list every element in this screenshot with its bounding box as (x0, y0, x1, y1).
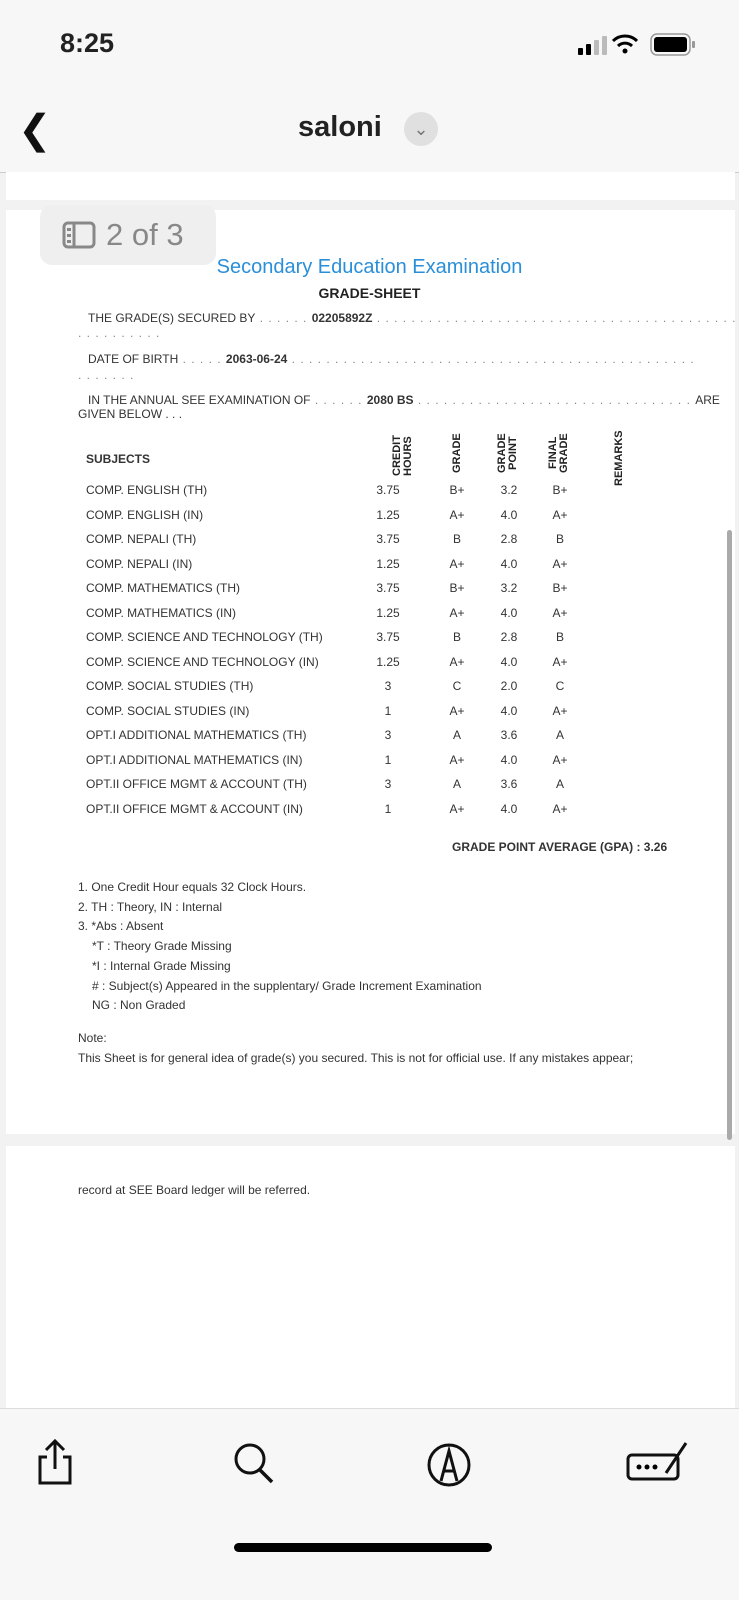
grade-cell: A+ (449, 507, 465, 522)
dob-line: DATE OF BIRTH . . . . . 2063-06-24 . . . . . . . . . . . . . . . . . . . . . . . . . . . . . . . . . . . . . . . . . . . . . . . (88, 352, 695, 366)
final-grade-cell: A+ (552, 556, 568, 571)
grade-cell: A (452, 728, 461, 742)
secured-by-line: THE GRADE(S) SECURED BY . . . . . . 02205892Z . . . . . . . . . . . . . . . . . . . . . . . . . . . . . . . . . . . . . . . . . . (88, 311, 737, 325)
footnote: 3. *Abs : Absent (78, 919, 164, 934)
table-row (0, 655, 739, 675)
grade-cell: A+ (449, 654, 465, 669)
home-indicator[interactable] (234, 1543, 492, 1552)
exam-line: IN THE ANNUAL SEE EXAMINATION OF . . . . . . 2080 BS . . . . . . . . . . . . . . . . . . . . . . . . . . . . . . . . ARE (88, 393, 720, 407)
table-row (0, 483, 739, 503)
table-row (0, 581, 739, 601)
grade-point-cell: 2.0 (500, 679, 518, 693)
grade-point-cell: 4.0 (500, 654, 518, 669)
credit-hours-cell: 1.25 (376, 507, 400, 522)
subject-cell: COMP. SOCIAL STUDIES (TH) (86, 679, 254, 693)
subject-cell: OPT.I ADDITIONAL MATHEMATICS (TH) (86, 728, 307, 742)
final-grade-cell: A+ (552, 703, 568, 718)
exam-suffix: ARE (695, 393, 720, 407)
grade-point-cell: 3.2 (500, 483, 518, 497)
exam-label: IN THE ANNUAL SEE EXAMINATION OF (88, 393, 311, 407)
wifi-icon (612, 34, 638, 54)
footnote: # : Subject(s) Appeared in the supplentary/ Grade Increment Examination (92, 978, 482, 993)
subject-cell: COMP. SCIENCE AND TECHNOLOGY (TH) (86, 630, 323, 644)
subject-cell: COMP. ENGLISH (TH) (86, 483, 208, 497)
credit-hours-cell: 3.75 (376, 483, 400, 497)
exam-suffix-2: GIVEN BELOW . . . (78, 407, 183, 421)
credit-hours-cell: 1.25 (376, 605, 400, 620)
dob-value: 2063-06-24 (225, 352, 288, 366)
credit-hours-cell: 1 (384, 703, 392, 718)
table-row (0, 508, 739, 528)
subject-cell: COMP. SOCIAL STUDIES (IN) (86, 703, 250, 718)
clock: 8:25 (60, 28, 115, 58)
grade-cell: B+ (449, 483, 465, 497)
grade-cell: B (452, 532, 461, 546)
note-continued: record at SEE Board ledger will be referred. (78, 1183, 311, 1197)
grade-point-cell: 4.0 (500, 703, 518, 718)
nav-bar (0, 85, 739, 173)
note-label: Note: (78, 1031, 107, 1045)
form-fill-icon[interactable] (626, 1437, 688, 1487)
grade-point-cell: 3.6 (500, 728, 518, 742)
grade-cell: B (452, 630, 461, 644)
credit-hours-cell: 3 (384, 728, 392, 742)
doc-title: Secondary Education Examination (216, 256, 523, 278)
grade-point-cell: 3.2 (500, 581, 518, 595)
final-grade-cell: A+ (552, 507, 568, 522)
grade-cell: A+ (449, 556, 465, 571)
grade-point-cell: 2.8 (500, 532, 518, 546)
grade-point-cell: 4.0 (500, 556, 518, 571)
footnote: *T : Theory Grade Missing (92, 939, 232, 954)
grade-point-cell: 3.6 (500, 777, 518, 791)
subject-cell: OPT.II OFFICE MGMT & ACCOUNT (IN) (86, 801, 303, 816)
subject-cell: COMP. NEPALI (TH) (86, 532, 197, 546)
grade-point-cell: 4.0 (500, 605, 518, 620)
grade-point-cell: 4.0 (500, 507, 518, 522)
table-row (0, 557, 739, 577)
header-grade: GRADE (451, 433, 463, 473)
table-row (0, 753, 739, 773)
credit-hours-cell: 3 (384, 777, 392, 791)
secured-by-value: 02205892Z (311, 311, 373, 325)
title-menu-chevron-icon[interactable]: ⌄ (404, 112, 438, 146)
status-bar (0, 0, 739, 85)
battery-icon (650, 33, 696, 57)
subject-cell: COMP. SCIENCE AND TECHNOLOGY (IN) (86, 654, 319, 669)
secured-by-label: THE GRADE(S) SECURED BY (88, 311, 256, 325)
final-grade-cell: B+ (552, 483, 568, 497)
grade-cell: A+ (449, 801, 465, 816)
grade-point-cell: 2.8 (500, 630, 518, 644)
final-grade-cell: A (555, 777, 564, 791)
table-row (0, 802, 739, 822)
grade-point-cell: 4.0 (500, 801, 518, 816)
footnote: *I : Internal Grade Missing (92, 958, 231, 973)
credit-hours-cell: 1.25 (376, 654, 400, 669)
header-credit-hours: CREDIT HOURS (391, 435, 414, 477)
doc-subtitle: GRADE-SHEET (318, 285, 421, 301)
credit-hours-cell: 1 (384, 801, 392, 816)
subject-cell: COMP. ENGLISH (IN) (86, 507, 204, 522)
search-icon[interactable] (230, 1437, 280, 1487)
bottom-toolbar (0, 1408, 739, 1600)
exam-value: 2080 BS (366, 393, 414, 407)
grade-cell: A+ (449, 605, 465, 620)
final-grade-cell: A (555, 728, 564, 742)
final-grade-cell: A+ (552, 752, 568, 767)
final-grade-cell: A+ (552, 654, 568, 669)
footnote: 2. TH : Theory, IN : Internal (78, 899, 223, 914)
table-row (0, 532, 739, 552)
credit-hours-cell: 1.25 (376, 556, 400, 571)
final-grade-cell: A+ (552, 605, 568, 620)
final-grade-cell: C (555, 679, 565, 693)
final-grade-cell: A+ (552, 801, 568, 816)
subject-cell: OPT.II OFFICE MGMT & ACCOUNT (TH) (86, 777, 307, 791)
grade-cell: B+ (449, 581, 465, 595)
table-row (0, 679, 739, 699)
page-1-preview (6, 172, 735, 200)
credit-hours-cell: 3.75 (376, 581, 400, 595)
signal-icon (578, 36, 607, 55)
credit-hours-cell: 3.75 (376, 630, 400, 644)
table-row (0, 777, 739, 797)
subject-cell: COMP. MATHEMATICS (TH) (86, 581, 240, 595)
credit-hours-cell: 3 (384, 679, 392, 693)
subject-cell: OPT.I ADDITIONAL MATHEMATICS (IN) (86, 752, 303, 767)
final-grade-cell: B+ (552, 581, 568, 595)
final-grade-cell: B (555, 532, 564, 546)
table-row (0, 728, 739, 748)
grade-cell: C (452, 679, 462, 693)
grade-cell: A+ (449, 752, 465, 767)
sidebar-icon (62, 221, 96, 249)
footnote: NG : Non Graded (92, 998, 186, 1013)
gpa: GRADE POINT AVERAGE (GPA) : 3.26 (452, 840, 668, 854)
header-grade-point: GRADE POINT (496, 433, 519, 473)
note-text: This Sheet is for general idea of grade(s) you secured. This is not for official use. If any mistakes appear; (78, 1051, 634, 1065)
page-indicator-text: 2 of 3 (106, 217, 184, 252)
back-button[interactable]: ❮ (18, 108, 52, 152)
grade-cell: A (452, 777, 461, 791)
share-icon[interactable] (30, 1437, 80, 1487)
header-final-grade: FINAL GRADE (547, 433, 570, 473)
final-grade-cell: B (555, 630, 564, 644)
table-row (0, 606, 739, 626)
document-title[interactable]: saloni (298, 111, 382, 143)
footnote: 1. One Credit Hour equals 32 Clock Hours. (78, 880, 307, 894)
header-subjects: SUBJECTS (86, 452, 151, 466)
markup-icon[interactable] (424, 1437, 474, 1487)
grade-point-cell: 4.0 (500, 752, 518, 767)
table-row (0, 704, 739, 724)
subject-cell: COMP. MATHEMATICS (IN) (86, 605, 236, 620)
credit-hours-cell: 3.75 (376, 532, 400, 546)
credit-hours-cell: 1 (384, 752, 392, 767)
table-row (0, 630, 739, 650)
subject-cell: COMP. NEPALI (IN) (86, 556, 193, 571)
grade-cell: A+ (449, 703, 465, 718)
header-remarks: REMARKS (613, 430, 625, 486)
dob-label: DATE OF BIRTH (88, 352, 179, 366)
